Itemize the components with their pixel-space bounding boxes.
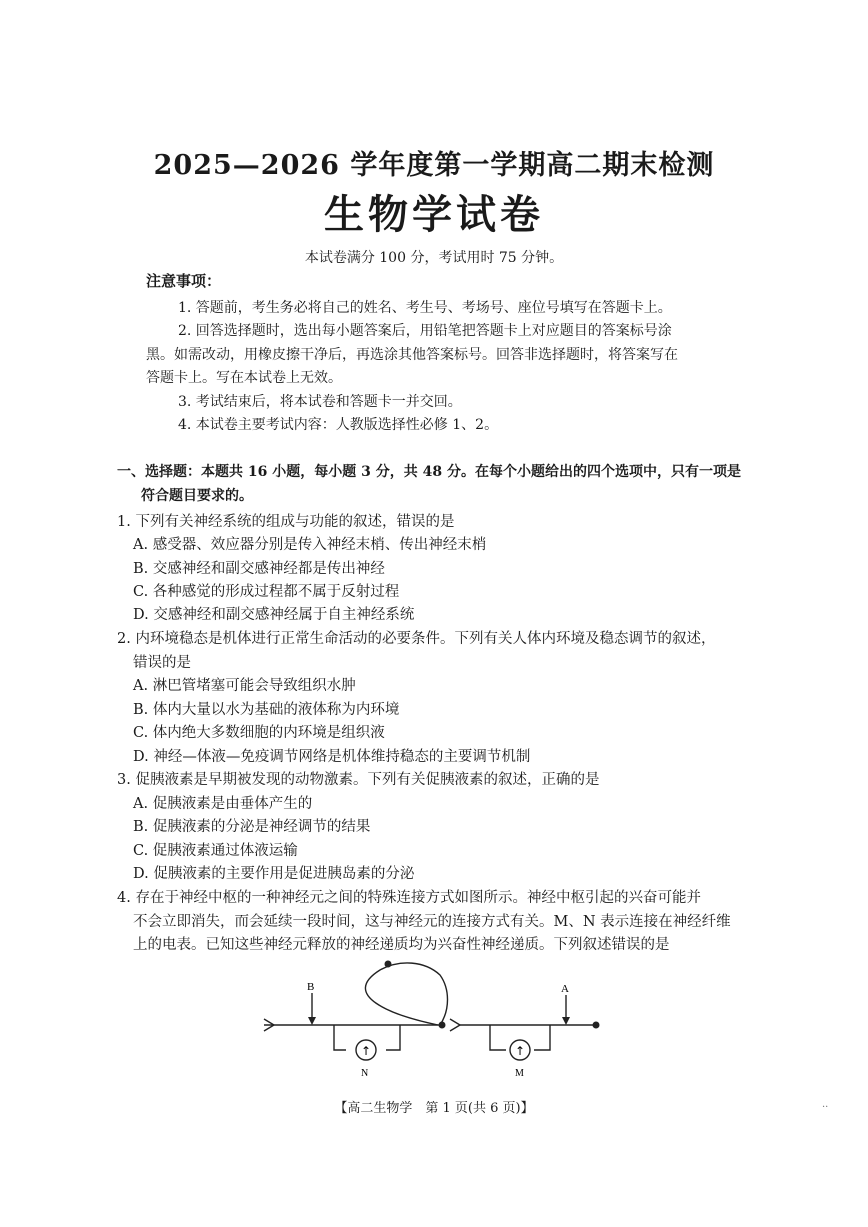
meter-m-wire	[490, 1025, 506, 1050]
label-m: M	[515, 1068, 524, 1079]
label-b: B	[307, 981, 315, 993]
question-stem: 错误的是	[133, 655, 191, 671]
exam-title: 2025—2026 学年度第一学期高二期末检测	[153, 150, 715, 181]
neuron-body-junction	[439, 1022, 446, 1029]
section-heading: 符合题目要求的。	[141, 488, 253, 504]
question-option: A. 促胰液素是由垂体产生的	[133, 796, 313, 812]
question-option: B. 交感神经和副交感神经都是传出神经	[133, 561, 385, 577]
question-stem: 1. 下列有关神经系统的组成与功能的叙述，错误的是	[117, 514, 455, 530]
neuron-diagram	[250, 955, 630, 1080]
neuron-body-top	[385, 961, 392, 968]
question-option: D. 神经—体液—免疫调节网络是机体维持稳态的主要调节机制	[133, 749, 531, 765]
question-stem: 不会立即消失，而会延续一段时间，这与神经元的连接方式有关。M、N 表示连接在神经纤维	[133, 914, 731, 930]
question-option: A. 淋巴管堵塞可能会导致组织水肿	[133, 678, 356, 694]
question-option: D. 交感神经和副交感神经属于自主神经系统	[133, 607, 415, 623]
notice-item: 答题卡上。写在本试卷上无效。	[146, 370, 342, 386]
notice-item: 1. 答题前，考生务必将自己的姓名、考生号、考场号、座位号填写在答题卡上。	[178, 300, 672, 316]
question-option: D. 促胰液素的主要作用是促进胰岛素的分泌	[133, 866, 415, 882]
question-stem: 4. 存在于神经中枢的一种神经元之间的特殊连接方式如图所示。神经中枢引起的兴奋可能并	[117, 890, 701, 906]
neuron-end	[593, 1022, 600, 1029]
notice-item: 黑。如需改动，用橡皮擦干净后，再选涂其他答案标号。回答非选择题时，将答案写在	[146, 347, 678, 363]
question-option: A. 感受器、效应器分别是传入神经末梢、传出神经末梢	[133, 537, 487, 553]
arrowhead-a	[562, 1017, 570, 1025]
meter-n-wire	[386, 1025, 400, 1050]
page-footer: 【高二生物学 第 1 页(共 6 页)】	[334, 1101, 534, 1116]
notice-heading: 注意事项：	[146, 272, 222, 290]
meter-n-needle: ↑	[361, 1044, 372, 1058]
question-option: C. 体内绝大多数细胞的内环境是组织液	[133, 725, 385, 741]
meter-m-needle: ↑	[515, 1044, 526, 1058]
section-heading: 一、选择题：本题共 16 小题，每小题 3 分，共 48 分。在每个小题给出的四个选项中，只有一项是	[117, 464, 741, 480]
notice-item: 2. 回答选择题时，选出每小题答案后，用铅笔把答题卡上对应题目的答案标号涂	[178, 323, 672, 339]
notice-item: 4. 本试卷主要考试内容：人教版选择性必修 1、2。	[178, 417, 499, 433]
question-stem: 上的电表。已知这些神经元释放的神经递质均为兴奋性神经递质。下列叙述错误的是	[133, 937, 670, 953]
question-stem: 2. 内环境稳态是机体进行正常生命活动的必要条件。下列有关人体内环境及稳态调节的叙述，	[117, 631, 716, 647]
question-option: C. 各种感觉的形成过程都不属于反射过程	[133, 584, 400, 600]
meter-n-wire	[334, 1025, 346, 1050]
subject-title: 生物学试卷	[324, 191, 544, 238]
question-option: C. 促胰液素通过体液运输	[133, 843, 298, 859]
question-option: B. 促胰液素的分泌是神经调节的结果	[133, 819, 371, 835]
meter-m-wire	[534, 1025, 550, 1050]
notice-item: 3. 考试结束后，将本试卷和答题卡一并交回。	[178, 394, 462, 410]
question-option: B. 体内大量以水为基础的液体称为内环境	[133, 702, 400, 718]
corner-mark: ··	[822, 1102, 829, 1113]
loop-fiber	[365, 963, 447, 1025]
exam-info: 本试卷满分 100 分，考试用时 75 分钟。	[304, 250, 564, 266]
label-a: A	[561, 983, 569, 995]
arrowhead-b	[308, 1017, 316, 1025]
synapse-mark	[450, 1019, 460, 1031]
question-stem: 3. 促胰液素是早期被发现的动物激素。下列有关促胰液素的叙述，正确的是	[117, 772, 600, 788]
label-n: N	[361, 1068, 369, 1079]
